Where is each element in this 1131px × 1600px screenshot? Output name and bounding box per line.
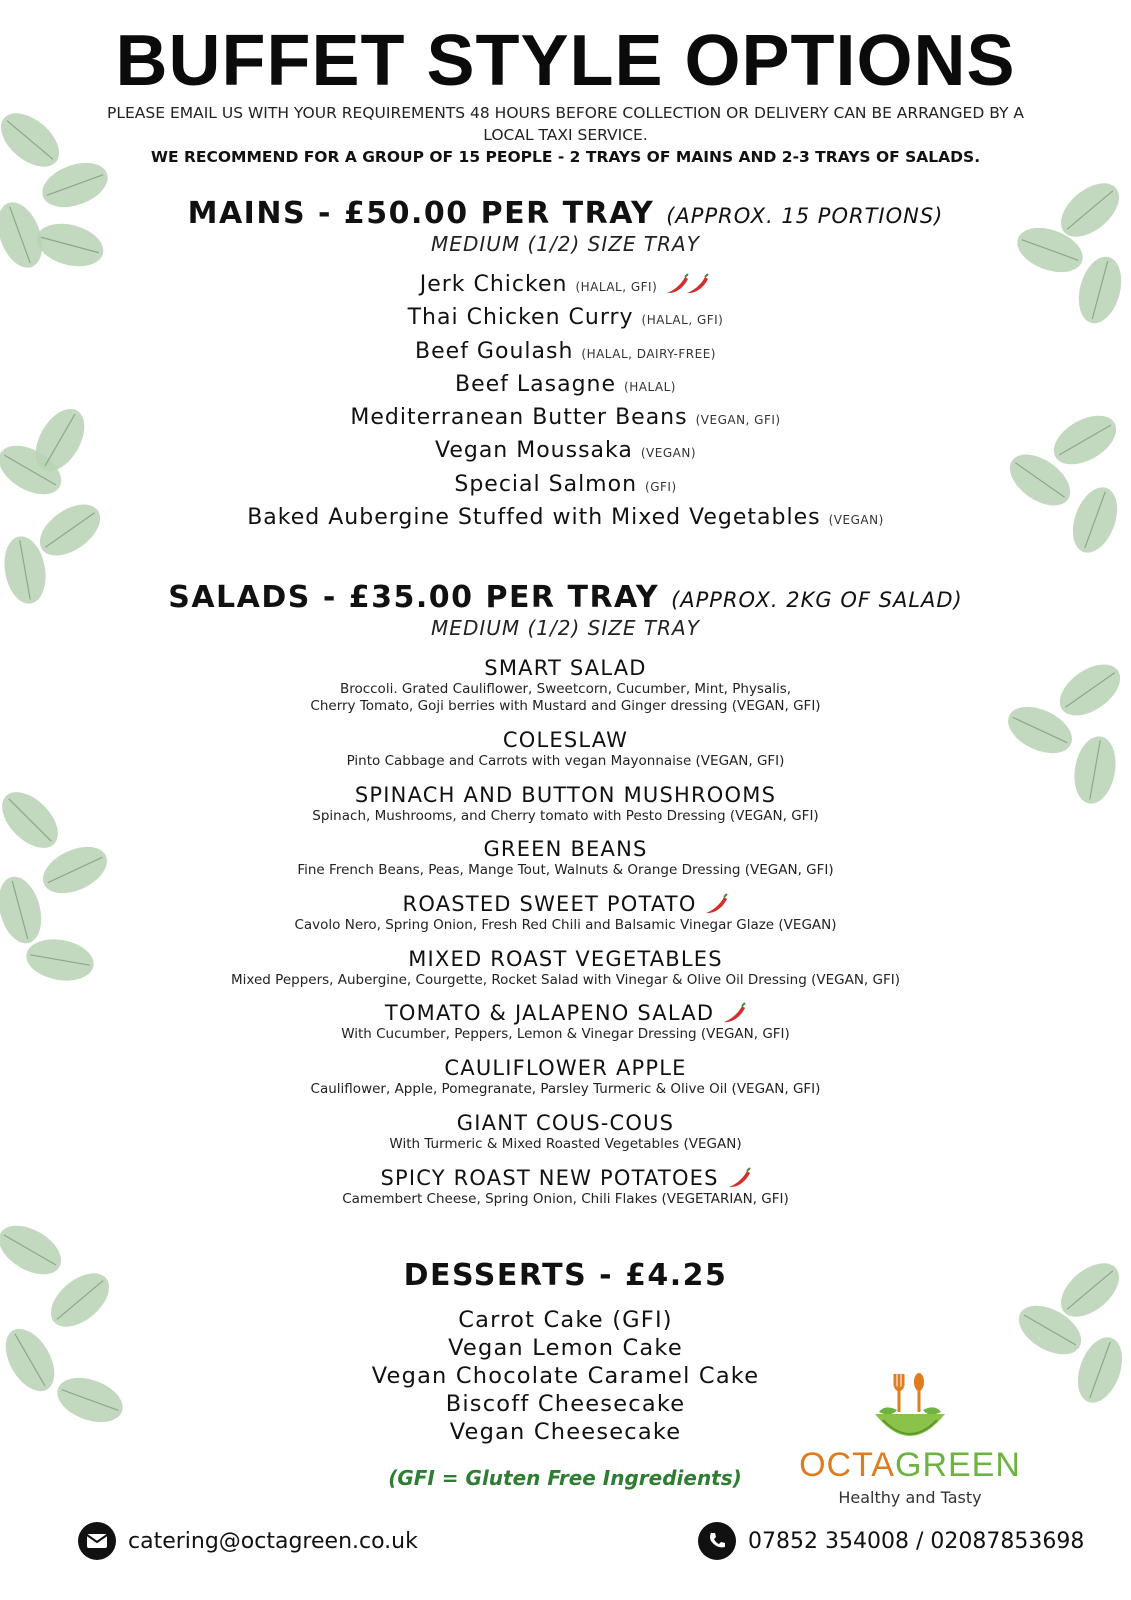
list-item xyxy=(0,891,1131,946)
contact-email xyxy=(78,1518,418,1564)
item-tag: (HALAL, GFI) xyxy=(641,313,724,328)
salad-name xyxy=(0,1165,1131,1191)
salad-desc: Broccoli. Grated Cauliflower, Sweetcorn, Cucumber, Mint, Physalis, xyxy=(339,681,792,697)
salad-name: MIXED ROAST VEGETABLES xyxy=(408,946,723,971)
list-item xyxy=(0,1110,1131,1165)
item-tag: (HALAL) xyxy=(624,379,676,394)
list-item xyxy=(0,1165,1131,1220)
list-item xyxy=(0,434,1131,467)
item-tag: (GFI) xyxy=(645,479,677,494)
item-name: Special Salmon xyxy=(454,471,638,497)
page-title: BUFFET STYLE OPTIONS xyxy=(115,21,1016,101)
item-name: Baked Aubergine Stuffed with Mixed Vegetables xyxy=(247,505,821,531)
list-item xyxy=(0,335,1131,368)
salads-heading xyxy=(0,580,1131,618)
chili-pepper-icon xyxy=(722,1002,746,1026)
salad-name: GREEN BEANS xyxy=(483,837,648,862)
logo-word-green: GREEN xyxy=(895,1446,1021,1484)
salad-name: SPINACH AND BUTTON MUSHROOMS xyxy=(354,782,777,807)
salad-name-text: ROASTED SWEET POTATO xyxy=(402,892,697,917)
salad-desc: Cavolo Nero, Spring Onion, Fresh Red Chili and Balsamic Vinegar Glaze (VEGAN) xyxy=(294,917,837,934)
item-name: Jerk Chicken xyxy=(419,272,568,297)
octagreen-logo xyxy=(790,1368,1030,1518)
email-link[interactable]: catering@octagreen.co.uk xyxy=(128,1528,418,1554)
list-item xyxy=(0,1055,1131,1110)
item-tag: (VEGAN) xyxy=(640,446,697,461)
salad-desc: Cauliflower, Apple, Pomegranate, Parsley Turmeric & Olive Oil (VEGAN, GFI) xyxy=(310,1081,821,1098)
phone-numbers[interactable]: 07852 354008 / 02087853698 xyxy=(748,1528,1085,1554)
list-item xyxy=(0,946,1131,1001)
list-item: Vegan Chocolate Caramel Cake xyxy=(371,1363,760,1389)
item-name: Beef Lasagne xyxy=(455,371,617,397)
phone-icon xyxy=(698,1522,736,1560)
mains-note: (APPROX. 15 PORTIONS) xyxy=(666,204,944,228)
salad-desc: With Turmeric & Mixed Roasted Vegetables (VEGAN) xyxy=(389,1135,742,1152)
desserts-heading: DESSERTS - £4.25 xyxy=(403,1258,728,1293)
intro-line-2: WE RECOMMEND FOR A GROUP OF 15 PEOPLE - 2 TRAYS OF MAINS AND 2-3 TRAYS OF SALADS. xyxy=(150,148,981,166)
mains-list xyxy=(0,268,1131,534)
intro-line-1: PLEASE EMAIL US WITH YOUR REQUIREMENTS 48 HOURS BEFORE COLLECTION OR DELIVERY CAN BE ARRANGED BY A LOCAL TAXI SERVICE. xyxy=(107,104,1024,144)
salad-desc: Camembert Cheese, Spring Onion, Chili Flakes (VEGETARIAN, GFI) xyxy=(342,1190,789,1207)
salad-name: CAULIFLOWER APPLE xyxy=(444,1056,687,1081)
salad-desc: Cherry Tomato, Goji berries with Mustard and Ginger dressing (VEGAN, GFI) xyxy=(310,698,821,714)
list-item xyxy=(0,836,1131,891)
list-item: Vegan Lemon Cake xyxy=(448,1335,683,1361)
salad-name xyxy=(0,891,1131,917)
chili-pepper-icon xyxy=(704,893,728,917)
salads-note: (APPROX. 2KG OF SALAD) xyxy=(671,588,963,612)
list-item: Biscoff Cheesecake xyxy=(445,1391,686,1417)
list-item xyxy=(0,401,1131,434)
salads-subheading: MEDIUM (1/2) SIZE TRAY xyxy=(431,616,700,640)
logo-tagline: Healthy and Tasty xyxy=(838,1488,982,1507)
salad-name-text: SPICY ROAST NEW POTATOES xyxy=(380,1165,719,1190)
item-name: Mediterranean Butter Beans xyxy=(350,405,688,431)
salad-desc: With Cucumber, Peppers, Lemon & Vinegar Dressing (VEGAN, GFI) xyxy=(341,1026,790,1043)
logo-word-octa: OCTA xyxy=(799,1446,895,1484)
chili-pepper-icon xyxy=(727,1167,751,1191)
salad-desc: Fine French Beans, Peas, Mange Tout, Walnuts & Orange Dressing (VEGAN, GFI) xyxy=(297,862,834,879)
item-name: Thai Chicken Curry xyxy=(407,305,634,331)
salads-heading-text: SALADS - £35.00 PER TRAY xyxy=(168,580,660,615)
mains-subheading: MEDIUM (1/2) SIZE TRAY xyxy=(431,232,700,256)
chili-pepper-icon xyxy=(665,273,711,297)
list-item: Carrot Cake (GFI) xyxy=(458,1307,673,1333)
contact-phone xyxy=(698,1518,1084,1564)
item-name: Vegan Moussaka xyxy=(434,438,633,464)
salad-desc: Mixed Peppers, Aubergine, Courgette, Rocket Salad with Vinegar & Olive Oil Dressing (VEGAN, GFI) xyxy=(231,971,900,988)
list-item xyxy=(0,655,1131,727)
item-name: Beef Goulash xyxy=(415,338,574,364)
salad-name-text: TOMATO & JALAPENO SALAD xyxy=(384,1001,715,1026)
list-item xyxy=(0,1000,1131,1055)
list-item xyxy=(0,368,1131,401)
list-item xyxy=(0,468,1131,501)
list-item: Vegan Cheesecake xyxy=(449,1419,682,1445)
item-tag: (HALAL, DAIRY-FREE) xyxy=(581,346,716,361)
salad-name: COLESLAW xyxy=(502,728,629,752)
envelope-icon xyxy=(78,1522,116,1560)
list-item xyxy=(0,501,1131,534)
salad-name xyxy=(0,1000,1131,1026)
mains-heading xyxy=(0,196,1131,234)
list-item xyxy=(0,727,1131,782)
salad-desc: Pinto Cabbage and Carrots with vegan Mayonnaise (VEGAN, GFI) xyxy=(346,753,785,769)
item-tag: (VEGAN, GFI) xyxy=(695,413,781,428)
list-item xyxy=(0,301,1131,334)
item-tag: (VEGAN) xyxy=(828,513,884,528)
logo-wordmark xyxy=(790,1446,1030,1485)
mains-heading-text: MAINS - £50.00 PER TRAY xyxy=(187,196,655,231)
gfi-note: (GFI = Gluten Free Ingredients) xyxy=(388,1466,742,1490)
salad-name: SMART SALAD xyxy=(484,656,647,680)
intro-text xyxy=(100,102,1031,168)
list-item xyxy=(0,782,1131,837)
item-tag: (HALAL, GFI) xyxy=(575,280,658,294)
salad-desc: Spinach, Mushrooms, and Cherry tomato with Pesto Dressing (VEGAN, GFI) xyxy=(312,807,819,824)
salad-name: GIANT COUS-COUS xyxy=(456,1110,675,1135)
salads-list xyxy=(0,655,1131,1219)
list-item xyxy=(0,268,1131,301)
bowl-cutlery-icon xyxy=(865,1368,955,1448)
